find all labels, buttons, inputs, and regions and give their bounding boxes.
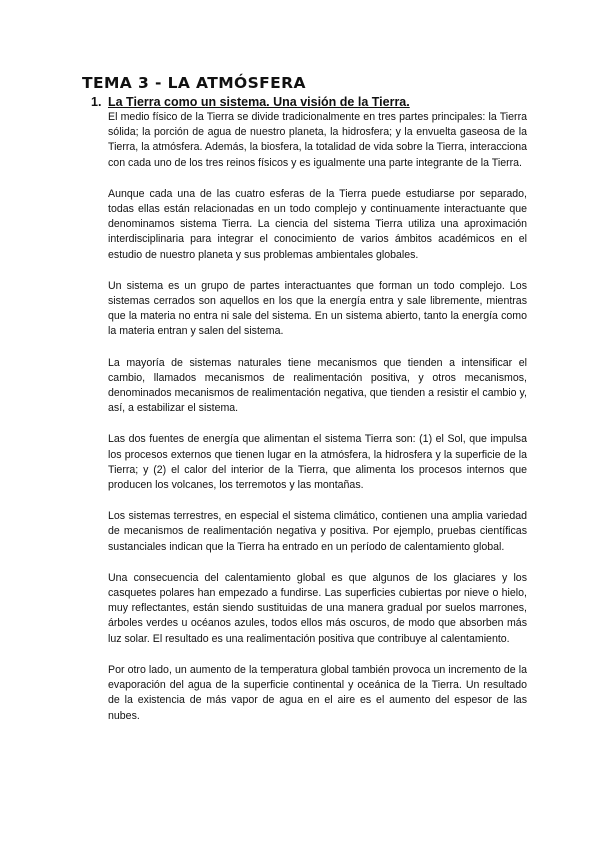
paragraph-3: Un sistema es un grupo de partes interactuantes que forman un todo complejo. Los sistemas cerrados son aquellos en los que la energía entra y sale libremente, mientras que la materia no entra ni sale del sistema. En un sistema abierto, tanto la energía como la materia entran y salen del sistema.	[108, 279, 527, 338]
section-body	[108, 110, 527, 740]
section-heading: La Tierra como un sistema. Una visión de la Tierra.	[108, 95, 410, 109]
paragraph-5: Las dos fuentes de energía que alimentan el sistema Tierra son: (1) el Sol, que impulsa los procesos externos que tienen lugar en la atmósfera, la hidrosfera y la superficie de la Tierra; y (2) el calor del interior de la Tierra, que alimenta los procesos internos que producen los volcanes, los terremotos y las montañas.	[108, 433, 527, 492]
paragraph-4: La mayoría de sistemas naturales tiene mecanismos que tienden a intensificar el cambio, llamados mecanismos de realimentación positiva, y otros mecanismos, denominados mecanismos de realimentación negativa, que tienden a resistir el cambio y, así, a estabilizar el sistema.	[108, 356, 527, 415]
paragraph-7: Una consecuencia del calentamiento global es que algunos de los glaciares y los casquetes polares han empezado a fundirse. Las superficies cubiertas por nieve o hielo, muy reflectantes, están siendo sustituidas de una manera gradual por suelos marrones, árboles verdes u océanos azules, todos ellos más oscuros, de modo que absorben más luz solar. El resultado es una realimentación positiva que contribuye al calentamiento.	[108, 571, 527, 645]
paragraph-2: Aunque cada una de las cuatro esferas de la Tierra puede estudiarse por separado, todas ellas están relacionadas en un todo complejo y continuamente interactuante que denominamos sistema Tierra. La ciencia del sistema Tierra utiliza una aproximación interdisciplinaria para integrar el conocimiento de varios ámbitos académicos en el estudio de nuestro planeta y sus problemas ambientales globales.	[108, 187, 527, 261]
paragraph-8: Por otro lado, un aumento de la temperatura global también provoca un incremento de la evaporación del agua de la superficie continental y oceánica de la Tierra. Un resultado de la existencia de más vapor de agua en el aire es el aumento del espesor de las nubes.	[108, 663, 527, 722]
paragraph-6: Los sistemas terrestres, en especial el sistema climático, contienen una amplia variedad de mecanismos de realimentación negativa y positiva. Por ejemplo, pruebas científicas sustanciales indican que la Tierra ha entrado en un período de calentamiento global.	[108, 510, 527, 553]
paragraph-1: El medio físico de la Tierra se divide tradicionalmente en tres partes principales: la Tierra sólida; la porción de agua de nuestro planeta, la hidrosfera; y la envuelta gaseosa de la Tierra, la atmósfera. Además, la biosfera, la totalidad de vida sobre la Tierra, interacciona con cada uno de los tres reinos físicos y es igualmente una parte integrante de la Tierra.	[108, 111, 527, 169]
section-number: 1.	[91, 95, 102, 109]
page-title: TEMA 3 - LA ATMÓSFERA	[82, 74, 306, 92]
